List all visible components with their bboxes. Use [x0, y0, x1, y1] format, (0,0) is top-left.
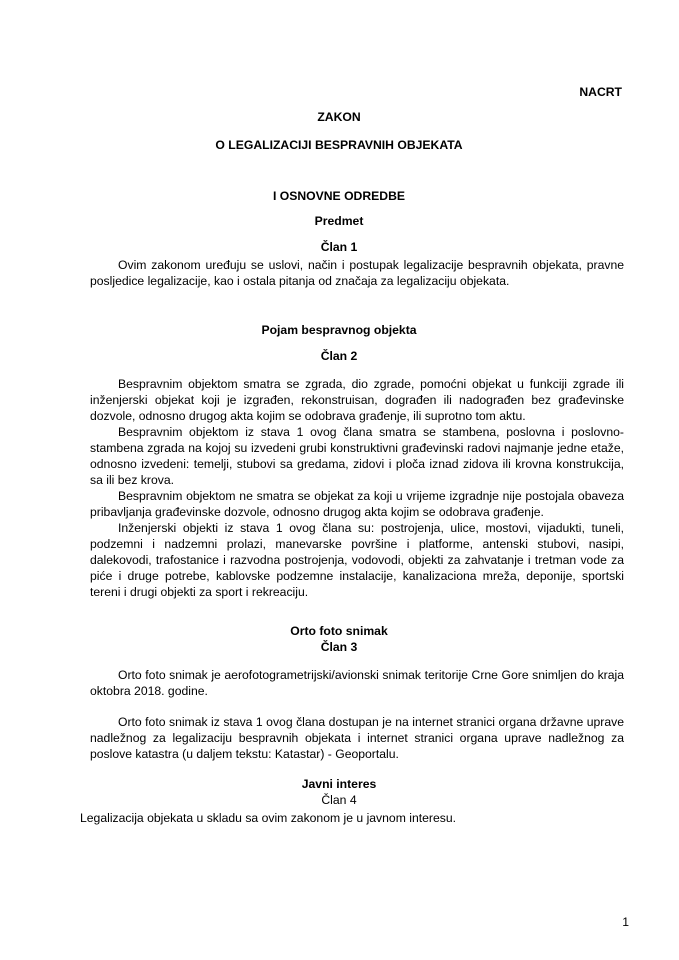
article-4-label: Član 4 — [321, 793, 357, 807]
article-1-text: Ovim zakonom uređuju se uslovi, način i postupak legalizacije bespravnih objekata, pravne posljedice legalizacije, kao i ostala pitanja od značaja za legalizaciju objekata. — [90, 258, 624, 288]
page-number: 1 — [622, 915, 629, 929]
article-1-label: Član 1 — [320, 240, 358, 254]
article-4-text: Legalizacija objekata u skladu sa ovim zakonom je u javnom interesu. — [80, 811, 456, 825]
article-2-heading: Pojam bespravnog objekta — [261, 323, 417, 337]
article-4-heading: Javni interes — [301, 777, 377, 791]
section-title: I OSNOVNE ODREDBE — [272, 189, 406, 203]
article-2-paragraph-1: Bespravnim objektom smatra se zgrada, dio zgrade, pomoćni objekat u funkciji zgrade ili inženjerski objekat koji je izgrađen, rekonstruisan, dograđen ili nadograđen bez građevinske dozvole, odnosno drugog akta kojim se odobrava građenje, ili suprotno tom aktu. — [90, 377, 624, 423]
article-3-paragraph-1: Orto foto snimak je aerofotogrametrijski/avionski snimak teritorije Crne Gore snimljen do kraja oktobra 2018. godine. — [90, 668, 624, 698]
article-3-body — [90, 667, 624, 762]
article-2-body — [90, 376, 624, 600]
article-2-paragraph-2: Bespravnim objektom iz stava 1 ovog člana smatra se stambena, poslovna i poslovno-stambena zgrada na kojoj su izvedeni grubi konstruktivni građevinski radovi najmanje jedne etaže, odnosno izvedeni: temelji, stubovi sa gredama, zidovi i ploča iznad zidova ili krovna konstrukcija, sa ili bez krova. — [90, 425, 624, 487]
article-3-label: Član 3 — [320, 640, 358, 654]
article-1-heading: Predmet — [314, 214, 364, 228]
article-4-body — [80, 810, 624, 826]
article-3-heading: Orto foto snimak — [290, 624, 388, 638]
law-title: O LEGALIZACIJI BESPRAVNIH OBJEKATA — [215, 138, 463, 152]
article-2-paragraph-3: Bespravnim objektom ne smatra se objekat za koji u vrijeme izgradnje nije postojala obaveza pribavljanja građevinske dozvole, odnosno drugog akta kojim se odobrava građenje. — [90, 489, 624, 519]
law-label: ZAKON — [317, 110, 361, 124]
article-3-paragraph-2: Orto foto snimak iz stava 1 ovog člana dostupan je na internet stranici organa državne uprave nadležnog za legalizaciju bespravnih objekata i internet stranici organa uprave nadležnog za poslove katastra (u daljem tekstu: Katastar) - Geoportalu. — [90, 715, 624, 761]
article-2-paragraph-4: Inženjerski objekti iz stava 1 ovog člana su: postrojenja, ulice, mostovi, vijadukti, tuneli, podzemni i nadzemni prolazi, manevarske površine i platforme, antenski stubovi, nasipi, dalekovodi, trafostanice i razvodna postrojenja, vodovodi, objekti za zahvatanje i tretman vode za piće i druge potrebe, kablovske podzemne instalacije, kanalizaciona mreža, deponije, sportski tereni i drugi objekti za sport i rekreaciju. — [90, 521, 624, 599]
article-2-label: Član 2 — [320, 349, 358, 363]
article-1-body — [90, 257, 624, 289]
draft-label: NACRT — [579, 85, 622, 99]
